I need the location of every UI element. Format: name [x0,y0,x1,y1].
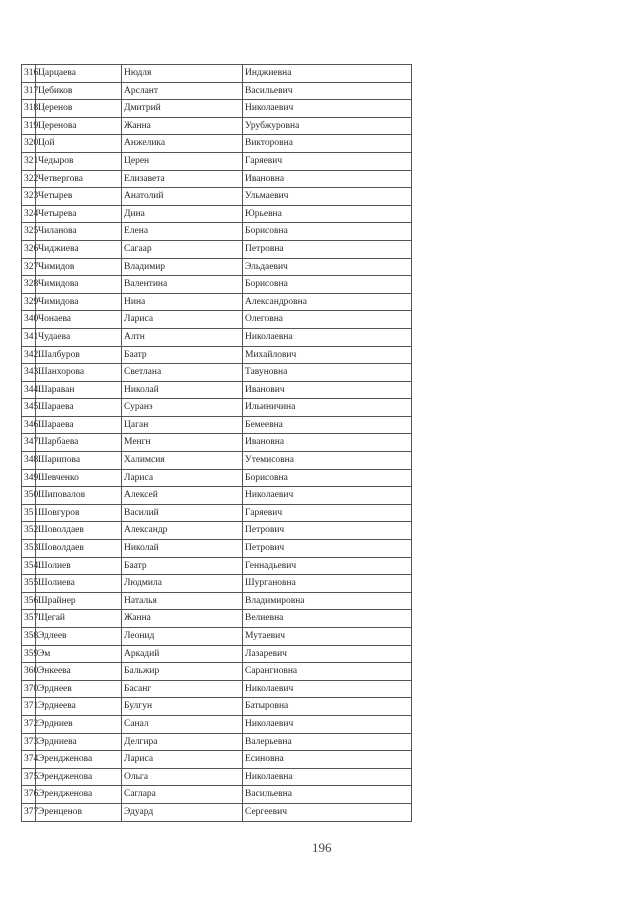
patronymic-cell: Петрович [243,522,412,540]
patronymic-cell: Велиевна [243,610,412,628]
first-name-cell: Сагаар [122,240,243,258]
row-number: 321 [22,152,36,170]
surname-cell: Чимидова [36,293,122,311]
roster-table [21,64,412,822]
first-name-cell: Эдуард [122,803,243,821]
patronymic-cell: Борисовна [243,223,412,241]
patronymic-cell: Тавуновна [243,364,412,382]
surname-cell: Церенов [36,100,122,118]
row-number: 375 [22,768,36,786]
table-row [22,152,412,170]
row-number: 323 [22,188,36,206]
patronymic-cell: Борисовна [243,469,412,487]
surname-cell: Шолиев [36,557,122,575]
patronymic-cell: Валерьевна [243,733,412,751]
first-name-cell: Лариса [122,311,243,329]
patronymic-cell: Гаряевич [243,504,412,522]
surname-cell: Четырева [36,205,122,223]
table-row [22,100,412,118]
surname-cell: Шоволдаев [36,522,122,540]
first-name-cell: Елена [122,223,243,241]
patronymic-cell: Владимировна [243,592,412,610]
table-row [22,557,412,575]
patronymic-cell: Николаевич [243,487,412,505]
first-name-cell: Анатолий [122,188,243,206]
surname-cell: Эрднеева [36,698,122,716]
first-name-cell: Елизавета [122,170,243,188]
surname-cell: Шараева [36,399,122,417]
patronymic-cell: Николаевич [243,715,412,733]
table-row [22,715,412,733]
table-row [22,803,412,821]
row-number: 324 [22,205,36,223]
row-number: 342 [22,346,36,364]
table-row [22,786,412,804]
surname-cell: Шараван [36,381,122,399]
patronymic-cell: Инджиевна [243,65,412,83]
table-row [22,610,412,628]
first-name-cell: Басанг [122,680,243,698]
first-name-cell: Суранз [122,399,243,417]
patronymic-cell: Лазаревич [243,645,412,663]
surname-cell: Чимидова [36,276,122,294]
surname-cell: Щегай [36,610,122,628]
surname-cell: Чедыров [36,152,122,170]
first-name-cell: Людмила [122,575,243,593]
first-name-cell: Валентина [122,276,243,294]
row-number: 371 [22,698,36,716]
table-row [22,645,412,663]
row-number: 318 [22,100,36,118]
row-number: 350 [22,487,36,505]
table-row [22,522,412,540]
first-name-cell: Николай [122,381,243,399]
row-number: 341 [22,328,36,346]
first-name-cell: Баатр [122,346,243,364]
first-name-cell: Николай [122,540,243,558]
row-number: 349 [22,469,36,487]
row-number: 372 [22,715,36,733]
row-number: 326 [22,240,36,258]
surname-cell: Шарипова [36,452,122,470]
first-name-cell: Жанна [122,117,243,135]
table-row [22,680,412,698]
surname-cell: Шараева [36,416,122,434]
patronymic-cell: Иванович [243,381,412,399]
table-row [22,399,412,417]
table-row [22,188,412,206]
surname-cell: Чиланова [36,223,122,241]
first-name-cell: Арслант [122,82,243,100]
table-row [22,469,412,487]
table-row [22,504,412,522]
table-row [22,135,412,153]
first-name-cell: Алексей [122,487,243,505]
patronymic-cell: Шургановна [243,575,412,593]
patronymic-cell: Урубжуровна [243,117,412,135]
patronymic-cell: Эльдаевич [243,258,412,276]
table-row [22,628,412,646]
row-number: 374 [22,751,36,769]
row-number: 340 [22,311,36,329]
row-number: 346 [22,416,36,434]
surname-cell: Эрднеев [36,680,122,698]
row-number: 377 [22,803,36,821]
first-name-cell: Нина [122,293,243,311]
patronymic-cell: Батыровна [243,698,412,716]
patronymic-cell: Васильевна [243,786,412,804]
patronymic-cell: Николаевна [243,328,412,346]
row-number: 319 [22,117,36,135]
row-number: 358 [22,628,36,646]
surname-cell: Цебиков [36,82,122,100]
row-number: 329 [22,293,36,311]
first-name-cell: Цаган [122,416,243,434]
first-name-cell: Менгн [122,434,243,452]
row-number: 356 [22,592,36,610]
first-name-cell: Халимсия [122,452,243,470]
patronymic-cell: Есиновна [243,751,412,769]
row-number: 357 [22,610,36,628]
table-row [22,65,412,83]
row-number: 322 [22,170,36,188]
row-number: 373 [22,733,36,751]
surname-cell: Эрендженова [36,751,122,769]
surname-cell: Царцаева [36,65,122,83]
patronymic-cell: Сергеевич [243,803,412,821]
first-name-cell: Делгира [122,733,243,751]
row-number: 325 [22,223,36,241]
table-row [22,240,412,258]
row-number: 347 [22,434,36,452]
table-row [22,293,412,311]
surname-cell: Шарбаева [36,434,122,452]
surname-cell: Цой [36,135,122,153]
surname-cell: Шанхорова [36,364,122,382]
first-name-cell: Лариса [122,469,243,487]
surname-cell: Эрдниев [36,715,122,733]
row-number: 351 [22,504,36,522]
patronymic-cell: Ульмаевич [243,188,412,206]
surname-cell: Эрендженова [36,768,122,786]
first-name-cell: Василий [122,504,243,522]
first-name-cell: Булгун [122,698,243,716]
patronymic-cell: Васильевич [243,82,412,100]
table-row [22,364,412,382]
surname-cell: Шиповалов [36,487,122,505]
patronymic-cell: Геннадьевич [243,557,412,575]
table-row [22,698,412,716]
table-row [22,117,412,135]
table-row [22,540,412,558]
row-number: 354 [22,557,36,575]
table-row [22,223,412,241]
surname-cell: Церенова [36,117,122,135]
first-name-cell: Аркадий [122,645,243,663]
table-row [22,434,412,452]
surname-cell: Чонаева [36,311,122,329]
first-name-cell: Баатр [122,557,243,575]
row-number: 376 [22,786,36,804]
surname-cell: Эрендженова [36,786,122,804]
row-number: 360 [22,663,36,681]
patronymic-cell: Викторовна [243,135,412,153]
table-row [22,592,412,610]
row-number: 317 [22,82,36,100]
table-row [22,82,412,100]
patronymic-cell: Михайлович [243,346,412,364]
surname-cell: Эм [36,645,122,663]
patronymic-cell: Николаевич [243,100,412,118]
row-number: 344 [22,381,36,399]
patronymic-cell: Мутаевич [243,628,412,646]
table-row [22,751,412,769]
patronymic-cell: Бемеевна [243,416,412,434]
first-name-cell: Александр [122,522,243,540]
surname-cell: Эдлеев [36,628,122,646]
surname-cell: Шовгуров [36,504,122,522]
table-row [22,733,412,751]
table-row [22,170,412,188]
surname-cell: Чудаева [36,328,122,346]
first-name-cell: Саглара [122,786,243,804]
patronymic-cell: Гаряевич [243,152,412,170]
first-name-cell: Светлана [122,364,243,382]
first-name-cell: Анжелика [122,135,243,153]
patronymic-cell: Александровна [243,293,412,311]
first-name-cell: Нюдля [122,65,243,83]
patronymic-cell: Ильиничина [243,399,412,417]
row-number: 343 [22,364,36,382]
row-number: 359 [22,645,36,663]
table-row [22,276,412,294]
surname-cell: Четырев [36,188,122,206]
table-row [22,768,412,786]
patronymic-cell: Борисовна [243,276,412,294]
surname-cell: Эренценов [36,803,122,821]
first-name-cell: Церен [122,152,243,170]
row-number: 327 [22,258,36,276]
table-row [22,258,412,276]
first-name-cell: Дина [122,205,243,223]
row-number: 345 [22,399,36,417]
first-name-cell: Санал [122,715,243,733]
page-number: 196 [312,840,332,855]
surname-cell: Четвергова [36,170,122,188]
table-row [22,205,412,223]
row-number: 370 [22,680,36,698]
table-row [22,328,412,346]
surname-cell: Шевченко [36,469,122,487]
first-name-cell: Наталья [122,592,243,610]
patronymic-cell: Николаевич [243,680,412,698]
first-name-cell: Владимир [122,258,243,276]
first-name-cell: Леонид [122,628,243,646]
table-row [22,346,412,364]
row-number: 353 [22,540,36,558]
surname-cell: Шалбуров [36,346,122,364]
table-row [22,416,412,434]
table-row [22,311,412,329]
patronymic-cell: Сарангиовна [243,663,412,681]
first-name-cell: Дмитрий [122,100,243,118]
surname-cell: Шолиева [36,575,122,593]
row-number: 352 [22,522,36,540]
first-name-cell: Алтн [122,328,243,346]
surname-cell: Шоволдаев [36,540,122,558]
surname-cell: Чимидов [36,258,122,276]
row-number: 316 [22,65,36,83]
surname-cell: Шрайнер [36,592,122,610]
first-name-cell: Ольга [122,768,243,786]
roster-body [22,65,412,822]
patronymic-cell: Петрович [243,540,412,558]
first-name-cell: Бальжир [122,663,243,681]
patronymic-cell: Петровна [243,240,412,258]
row-number: 328 [22,276,36,294]
table-row [22,663,412,681]
patronymic-cell: Юрьевна [243,205,412,223]
surname-cell: Энкеева [36,663,122,681]
row-number: 348 [22,452,36,470]
patronymic-cell: Ивановна [243,170,412,188]
first-name-cell: Жанна [122,610,243,628]
table-row [22,575,412,593]
patronymic-cell: Утемисовна [243,452,412,470]
patronymic-cell: Николаевна [243,768,412,786]
surname-cell: Чиджиева [36,240,122,258]
table-row [22,487,412,505]
row-number: 355 [22,575,36,593]
surname-cell: Эрдниева [36,733,122,751]
table-row [22,452,412,470]
patronymic-cell: Олеговна [243,311,412,329]
table-row [22,381,412,399]
patronymic-cell: Ивановна [243,434,412,452]
first-name-cell: Лариса [122,751,243,769]
row-number: 320 [22,135,36,153]
